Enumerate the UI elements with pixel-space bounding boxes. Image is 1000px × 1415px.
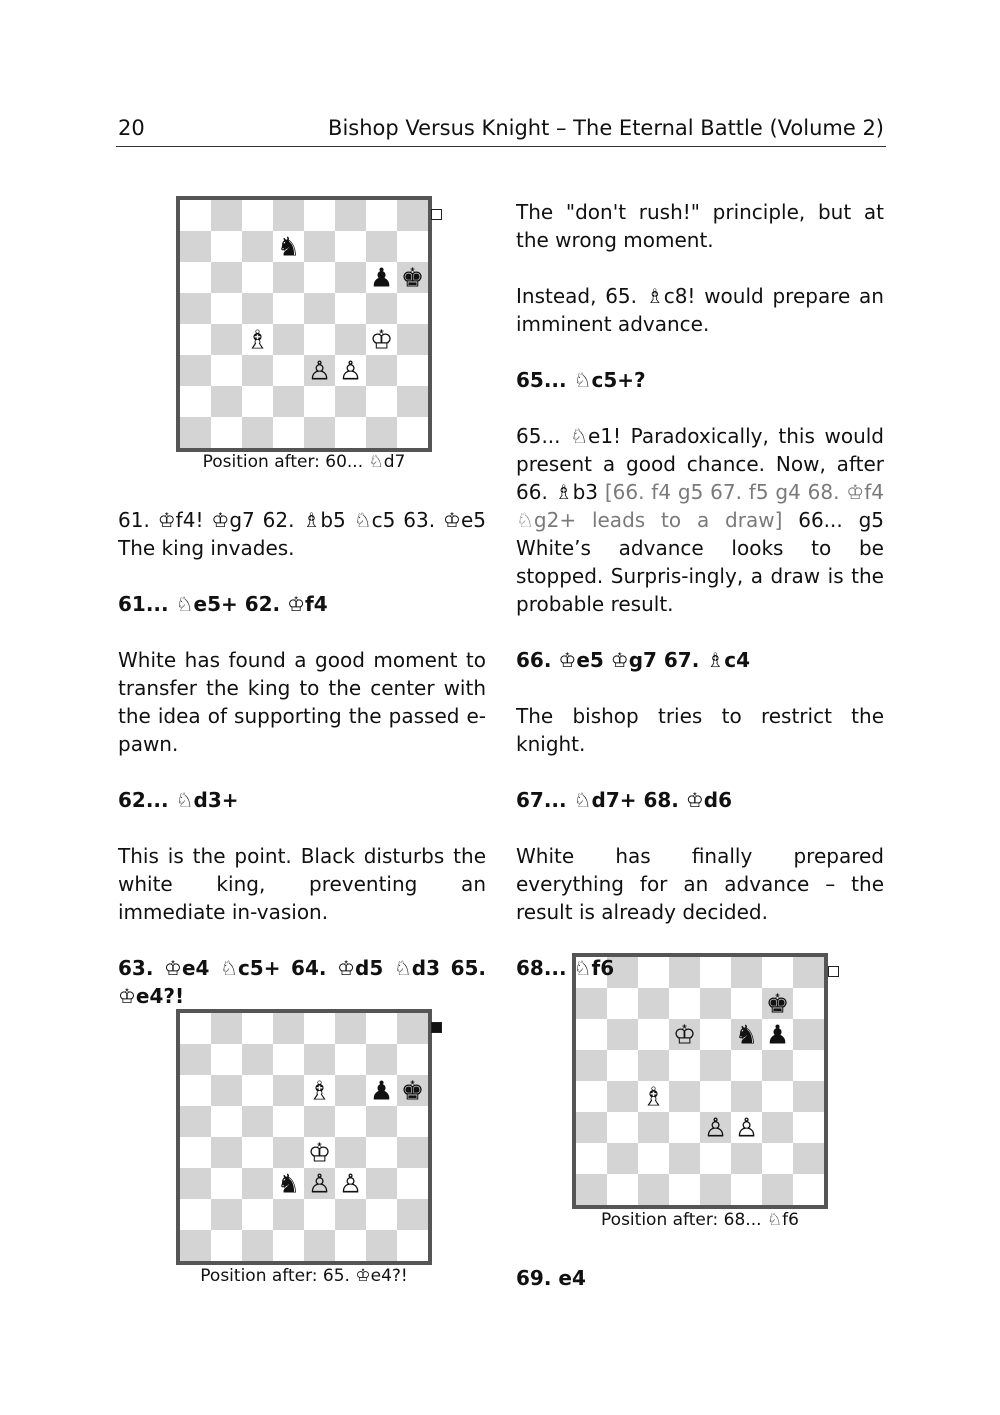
board-square — [793, 1019, 824, 1050]
board-square — [638, 988, 669, 1019]
board-square — [211, 231, 242, 262]
board-square — [638, 1143, 669, 1174]
board-square — [273, 1199, 304, 1230]
diagram-1-caption: Position after: 60... ♘d7 — [202, 452, 406, 472]
board-square — [366, 231, 397, 262]
board-square — [397, 1044, 428, 1075]
board-square — [180, 1199, 211, 1230]
black-king-piece: ♚ — [400, 1076, 425, 1107]
board-square — [335, 324, 366, 355]
board-square — [607, 1019, 638, 1050]
board-square — [669, 1174, 700, 1205]
board-square — [242, 1168, 273, 1199]
board-square — [242, 1230, 273, 1261]
board-square — [366, 1168, 397, 1199]
board-square — [180, 200, 211, 231]
board-square — [576, 988, 607, 1019]
paragraph: White has finally prepared everything for an advance – the result is already decided. — [516, 844, 884, 924]
board-square — [335, 386, 366, 417]
board-square — [576, 1143, 607, 1174]
left-column — [118, 506, 486, 1010]
board-square — [762, 1081, 793, 1112]
board-square — [366, 1137, 397, 1168]
board-square — [731, 1143, 762, 1174]
board-square — [397, 200, 428, 231]
black-king-piece: ♚ — [400, 263, 425, 294]
board-square — [335, 1106, 366, 1137]
board-square — [242, 1013, 273, 1044]
paragraph: Instead, 65. ♗c8! would prepare an imminent advance. — [516, 284, 884, 336]
board-square — [793, 1081, 824, 1112]
board-square — [211, 1168, 242, 1199]
board-square — [211, 324, 242, 355]
move-heading: 62... ♘d3+ — [118, 788, 239, 812]
board-square — [731, 1174, 762, 1205]
board-square — [211, 1230, 242, 1261]
board-square — [607, 988, 638, 1019]
board-square — [242, 1137, 273, 1168]
board-square — [211, 1137, 242, 1168]
board-square — [273, 1075, 304, 1106]
diagram-2-caption: Position after: 65. ♔e4?! — [200, 1266, 408, 1286]
board-square — [242, 355, 273, 386]
board-square — [397, 1137, 428, 1168]
paragraph: White has found a good moment to transfer the king to the center with the idea of supporting the passed e-pawn. — [118, 648, 486, 756]
white-king-piece: ♔ — [307, 1138, 332, 1169]
board-square — [607, 1050, 638, 1081]
board-square — [335, 262, 366, 293]
board-square — [335, 293, 366, 324]
board-square — [242, 200, 273, 231]
board-square — [180, 355, 211, 386]
paragraph: The bishop tries to restrict the knight. — [516, 704, 884, 756]
board-square — [304, 417, 335, 448]
board-square — [304, 1230, 335, 1261]
board-square — [335, 1137, 366, 1168]
board-square — [607, 1112, 638, 1143]
board-square — [638, 1019, 669, 1050]
board-square — [273, 324, 304, 355]
board-square — [304, 1044, 335, 1075]
board-square — [366, 200, 397, 231]
board-square — [793, 1174, 824, 1205]
board-square — [397, 1168, 428, 1199]
paragraph: This is the point. Black disturbs the white king, preventing an immediate in-vasion. — [118, 844, 486, 924]
board-square — [211, 355, 242, 386]
board-square — [180, 293, 211, 324]
board-square — [731, 1050, 762, 1081]
board-square — [180, 1168, 211, 1199]
board-square — [211, 1075, 242, 1106]
page-number: 20 — [118, 116, 145, 140]
board-square — [366, 1013, 397, 1044]
board-square — [335, 1013, 366, 1044]
board-square — [180, 386, 211, 417]
board-square — [211, 262, 242, 293]
board-square — [366, 386, 397, 417]
board-square — [211, 293, 242, 324]
board-square — [304, 231, 335, 262]
board-square — [700, 1174, 731, 1205]
diagram-3-caption: Position after: 68... ♘f6 — [601, 1210, 799, 1230]
white-king-piece: ♔ — [672, 1020, 697, 1051]
move-heading: 66. ♔e5 ♔g7 67. ♗c4 — [516, 648, 750, 672]
white-pawn-piece: ♙ — [734, 1113, 759, 1144]
board-square — [335, 231, 366, 262]
board-square — [793, 1112, 824, 1143]
board-square — [180, 1044, 211, 1075]
board-square — [242, 386, 273, 417]
board-square — [211, 386, 242, 417]
board-square — [304, 324, 335, 355]
white-pawn-piece: ♙ — [703, 1113, 728, 1144]
move-heading: 69. e4 — [516, 1266, 586, 1290]
board-square — [366, 1230, 397, 1261]
move-heading: 68... ♘f6 — [516, 956, 615, 980]
board-square — [273, 1137, 304, 1168]
white-pawn-piece: ♙ — [338, 356, 363, 387]
board-square — [397, 324, 428, 355]
board-square — [700, 1050, 731, 1081]
book-title: Bishop Versus Knight – The Eternal Battle (Volume 2) — [328, 116, 884, 140]
board-square — [638, 1112, 669, 1143]
board-square — [180, 231, 211, 262]
paragraph — [516, 422, 884, 618]
board-square — [242, 1044, 273, 1075]
board-square — [304, 1199, 335, 1230]
board-square — [335, 200, 366, 231]
board-square — [211, 1106, 242, 1137]
board-square — [638, 1174, 669, 1205]
board-square — [397, 417, 428, 448]
move-heading: 63. ♔e4 ♘c5+ 64. ♔d5 ♘d3 65. ♔e4?! — [118, 956, 486, 1008]
board-square — [638, 1050, 669, 1081]
black-knight-piece: ♞ — [276, 1169, 301, 1200]
white-pawn-piece: ♙ — [307, 356, 332, 387]
board-square — [242, 293, 273, 324]
board-square — [180, 417, 211, 448]
board-square — [335, 1075, 366, 1106]
board-square — [304, 386, 335, 417]
board-square — [576, 1019, 607, 1050]
chessboard — [180, 200, 428, 448]
board-square — [304, 262, 335, 293]
board-square — [397, 386, 428, 417]
move-heading: 67... ♘d7+ 68. ♔d6 — [516, 788, 733, 812]
black-knight-piece: ♞ — [276, 232, 301, 263]
black-pawn-piece: ♟ — [765, 1020, 790, 1051]
board-square — [607, 1081, 638, 1112]
board-square — [607, 1143, 638, 1174]
chess-diagram-1 — [176, 196, 432, 452]
board-square — [335, 1044, 366, 1075]
paragraph-text: 65... ♘e1! Paradoxically, this would present a good chance. Now, after 66. ♗b3 — [516, 424, 884, 504]
board-square — [304, 1013, 335, 1044]
board-square — [576, 1050, 607, 1081]
board-square — [731, 988, 762, 1019]
white-bishop-piece: ♗ — [245, 325, 270, 356]
board-square — [576, 1112, 607, 1143]
board-square — [762, 1050, 793, 1081]
white-king-piece: ♔ — [369, 325, 394, 356]
board-square — [211, 1044, 242, 1075]
board-square — [700, 1081, 731, 1112]
black-to-move-marker — [431, 1022, 442, 1033]
board-square — [335, 1199, 366, 1230]
paragraph: 61. ♔f4! ♔g7 62. ♗b5 ♘c5 63. ♔e5 The king invades. — [118, 508, 486, 560]
board-square — [211, 1013, 242, 1044]
black-king-piece: ♚ — [765, 989, 790, 1020]
board-square — [793, 1050, 824, 1081]
move-heading: 65... ♘c5+? — [516, 368, 646, 392]
board-square — [211, 200, 242, 231]
board-square — [397, 1106, 428, 1137]
board-square — [273, 293, 304, 324]
board-square — [180, 1137, 211, 1168]
white-to-move-marker — [431, 209, 442, 220]
board-square — [366, 1199, 397, 1230]
board-square — [180, 1230, 211, 1261]
board-square — [700, 988, 731, 1019]
board-square — [180, 1075, 211, 1106]
board-square — [700, 1143, 731, 1174]
board-square — [793, 1143, 824, 1174]
board-square — [397, 231, 428, 262]
board-square — [180, 1013, 211, 1044]
board-square — [211, 1199, 242, 1230]
board-square — [669, 1143, 700, 1174]
board-square — [242, 417, 273, 448]
board-square — [273, 386, 304, 417]
board-square — [273, 1230, 304, 1261]
board-square — [273, 200, 304, 231]
variation-text: [66. f4 g5 67. f5 g4 68. ♔f4 ♘g2+ leads to a draw] — [516, 480, 885, 532]
board-square — [273, 262, 304, 293]
board-square — [273, 1013, 304, 1044]
board-square — [669, 1112, 700, 1143]
black-knight-piece: ♞ — [734, 1020, 759, 1051]
board-square — [576, 1174, 607, 1205]
board-square — [180, 1106, 211, 1137]
board-square — [366, 1106, 397, 1137]
board-square — [669, 1050, 700, 1081]
board-square — [335, 1230, 366, 1261]
board-square — [304, 1106, 335, 1137]
board-square — [366, 355, 397, 386]
running-header — [116, 112, 886, 147]
board-square — [366, 293, 397, 324]
paragraph: The "don't rush!" principle, but at the wrong moment. — [516, 200, 884, 252]
white-pawn-piece: ♙ — [338, 1169, 363, 1200]
chess-diagram-2 — [176, 1009, 432, 1265]
paragraph-text: 66... g5 White’s advance looks to be stopped. Surpris-ingly, a draw is the probable result. — [516, 508, 884, 616]
black-pawn-piece: ♟ — [369, 263, 394, 294]
board-square — [669, 1081, 700, 1112]
board-square — [242, 1075, 273, 1106]
board-square — [607, 1174, 638, 1205]
board-square — [180, 324, 211, 355]
right-column — [516, 198, 884, 982]
board-square — [793, 988, 824, 1019]
board-square — [304, 293, 335, 324]
white-bishop-piece: ♗ — [641, 1082, 666, 1113]
board-square — [211, 417, 242, 448]
move-heading: 61... ♘e5+ 62. ♔f4 — [118, 592, 328, 616]
board-square — [576, 1081, 607, 1112]
board-square — [397, 1199, 428, 1230]
right-column-bottom — [516, 1264, 884, 1292]
board-square — [397, 1013, 428, 1044]
board-square — [366, 1044, 397, 1075]
board-square — [731, 1081, 762, 1112]
board-square — [397, 293, 428, 324]
board-square — [397, 355, 428, 386]
board-square — [273, 1106, 304, 1137]
board-square — [669, 988, 700, 1019]
board-square — [335, 417, 366, 448]
board-square — [397, 1230, 428, 1261]
board-square — [366, 417, 397, 448]
board-square — [273, 355, 304, 386]
white-pawn-piece: ♙ — [307, 1169, 332, 1200]
board-square — [242, 231, 273, 262]
board-square — [762, 1174, 793, 1205]
board-square — [242, 1106, 273, 1137]
board-square — [273, 1044, 304, 1075]
board-square — [700, 1019, 731, 1050]
board-square — [304, 200, 335, 231]
chess-diagram-3 — [572, 953, 828, 1209]
black-pawn-piece: ♟ — [369, 1076, 394, 1107]
chessboard — [576, 957, 824, 1205]
white-bishop-piece: ♗ — [307, 1076, 332, 1107]
board-square — [762, 1112, 793, 1143]
board-square — [242, 1199, 273, 1230]
board-square — [762, 1143, 793, 1174]
chessboard — [180, 1013, 428, 1261]
board-square — [180, 262, 211, 293]
board-square — [242, 262, 273, 293]
board-square — [273, 417, 304, 448]
